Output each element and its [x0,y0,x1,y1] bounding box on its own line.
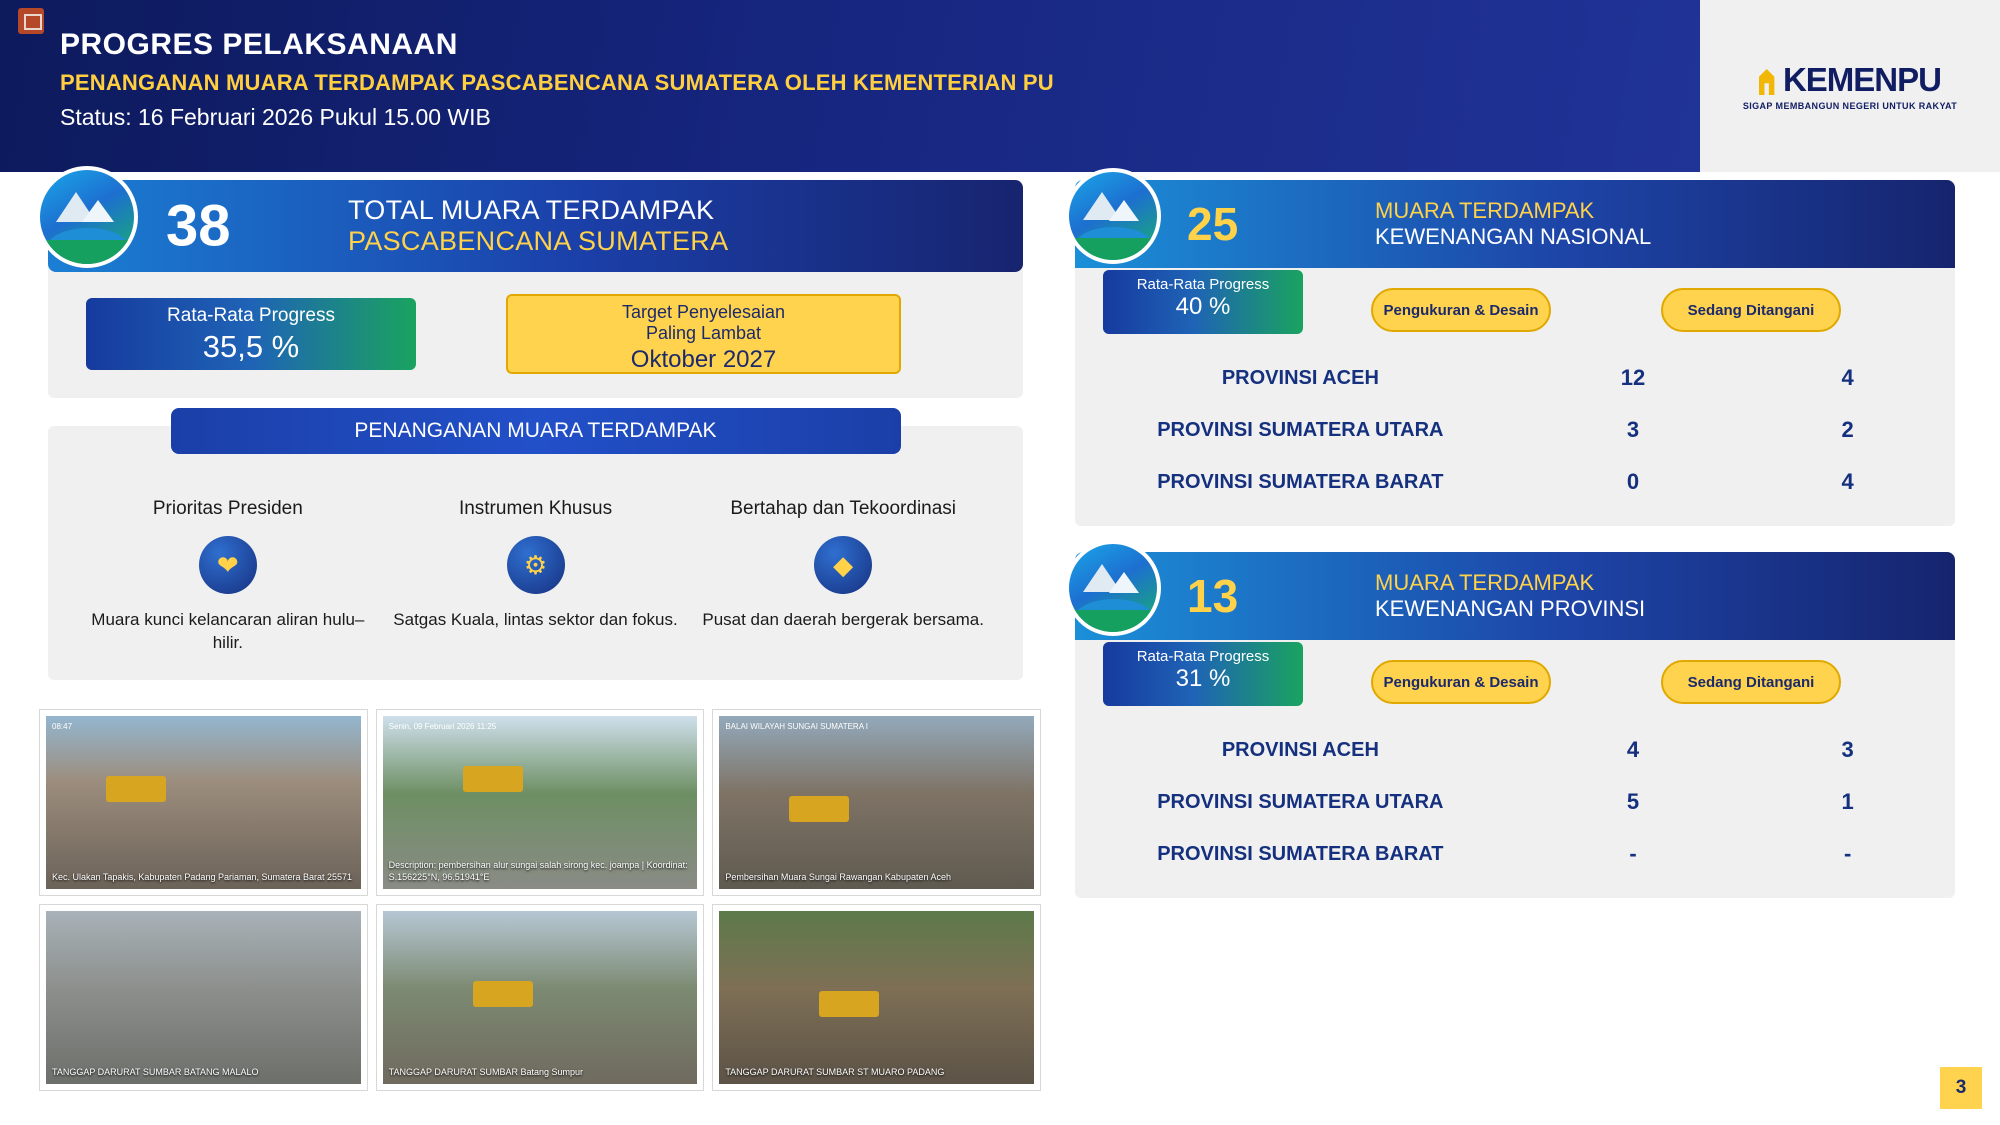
province-name: PROVINSI ACEH [1221,367,1379,389]
left-column [48,180,1023,680]
total-label-line2: PASCABENCANA SUMATERA [348,226,729,256]
pengukuran-value: 4 [1626,737,1640,762]
photo-caption: Description: pembersihan alur sungai salah sirong kec. joampa | Koordinat: S.156225°N, 96.51941°E [388,860,688,882]
penanganan-col-bertahap [689,498,997,654]
ditangani-value: - [1844,841,1852,866]
table-row [1075,724,1955,776]
nasional-label-line1: MUARA TERDAMPAK [1375,198,1595,223]
ditangani-value: 1 [1841,789,1854,814]
ditangani-value: 4 [1841,365,1854,390]
pengukuran-value: 0 [1626,469,1640,494]
photo-caption: Pembersihan Muara Sungai Rawangan Kabupaten Aceh [725,872,951,882]
photo-card[interactable] [713,710,1040,895]
target-line1: Target Penyelesaian [621,302,786,322]
muara-illustration-icon [36,166,138,268]
provinsi-label-line1: MUARA TERDAMPAK [1375,570,1595,595]
photo-card[interactable] [377,905,704,1090]
province-name: PROVINSI ACEH [1221,739,1379,761]
nasional-progress-label: Rata-Rata Progress [1136,276,1270,293]
pengukuran-value: 5 [1626,789,1640,814]
photo-timestamp: 08:47 [52,722,73,731]
photo-caption: TANGGAP DARURAT SUMBAR ST MUARO PADANG [725,1067,945,1077]
page-number: 3 [1940,1067,1982,1109]
icon-glyph: ◆ [833,549,854,580]
table-row [1075,456,1955,508]
total-progress-card [86,298,416,370]
col-head: Instrumen Khusus [458,498,613,519]
pu-mark-icon [1759,69,1781,95]
col-text: Satgas Kuala, lintas sektor dan fokus. [393,610,678,629]
ditangani-value: 2 [1841,417,1854,442]
ditangani-value: 3 [1841,737,1854,762]
table-row [1075,404,1955,456]
ditangani-value: 4 [1841,469,1854,494]
provinsi-progress-label: Rata-Rata Progress [1136,648,1270,665]
pengukuran-value: 12 [1620,365,1646,390]
right-column [1075,180,1955,898]
province-name: PROVINSI SUMATERA UTARA [1157,419,1444,441]
province-name: PROVINSI SUMATERA BARAT [1157,471,1444,493]
logo-container [1700,0,2000,172]
penanganan-panel [48,419,1023,680]
map-regions-icon [814,536,872,594]
total-target-card [506,294,901,374]
slide-header [0,0,1700,172]
photo-date: Senin, 09 Februari 2026 11:25 [388,722,497,731]
col-head: Prioritas Presiden [152,498,303,519]
table-row [1075,352,1955,404]
photo-card[interactable] [40,905,367,1090]
nasional-table [1075,352,1955,508]
total-progress-value: 35,5 % [202,329,300,364]
photo-card[interactable] [40,710,367,895]
photo-grid [40,710,1040,1090]
page-subtitle: PENANGANAN MUARA TERDAMPAK PASCABENCANA SUMATERA OLEH KEMENTERIAN PU [60,70,1054,95]
total-panel [48,180,1023,398]
photo-card[interactable] [713,905,1040,1090]
window-icon [18,8,44,34]
table-row [1075,776,1955,828]
total-count: 38 [166,193,231,259]
provinsi-table [1075,724,1955,880]
total-banner [48,180,1023,272]
logo-tagline: SIGAP MEMBANGUN NEGERI UNTUK RAKYAT [1742,101,1958,111]
nasional-col-ditangani-header: Sedang Ditangani [1661,288,1841,332]
nasional-banner [1075,180,1955,268]
photo-caption: Kec. Ulakan Tapakis, Kabupaten Padang Pariaman, Sumatera Barat 25571 [52,872,353,882]
nasional-panel [1075,180,1955,526]
page-title: PROGRES PELAKSANAAN [60,28,458,61]
table-row [1075,828,1955,880]
network-people-icon [507,536,565,594]
logo-text: KEMENPU [1782,61,1941,98]
nasional-col-pengukuran-header: Pengukuran & Desain [1371,288,1551,332]
nasional-progress-card [1103,270,1303,334]
kemenpu-logo [1743,61,1957,99]
provinsi-col-ditangani-header: Sedang Ditangani [1661,660,1841,704]
penanganan-col-instrumen [382,498,690,654]
hand-heart-icon [199,536,257,594]
pengukuran-value: 3 [1626,417,1640,442]
nasional-progress-value: 40 % [1175,293,1231,320]
provinsi-progress-card [1103,642,1303,706]
photo-caption: TANGGAP DARURAT SUMBAR BATANG MALALO [52,1067,259,1077]
province-name: PROVINSI SUMATERA UTARA [1157,791,1444,813]
penanganan-col-prioritas [74,498,382,654]
provinsi-label-line2: KEWENANGAN PROVINSI [1375,596,1646,621]
total-label-line1: TOTAL MUARA TERDAMPAK [348,195,715,225]
nasional-label-line2: KEWENANGAN NASIONAL [1375,224,1652,249]
col-text: Pusat dan daerah bergerak bersama. [702,610,984,629]
icon-glyph: ⚙ [523,549,548,580]
nasional-count: 25 [1187,198,1239,250]
col-head: Bertahap dan Tekoordinasi [730,498,957,519]
provinsi-panel [1075,552,1955,898]
photo-caption: TANGGAP DARURAT SUMBAR Batang Sumpur [388,1067,584,1077]
muara-illustration-icon [1065,168,1161,264]
total-progress-label: Rata-Rata Progress [167,305,335,326]
muara-illustration-icon [1065,540,1161,636]
provinsi-count: 13 [1187,570,1239,622]
provinsi-progress-value: 31 % [1175,665,1231,692]
target-value: Oktober 2027 [630,346,777,373]
province-name: PROVINSI SUMATERA BARAT [1157,843,1444,865]
photo-card[interactable] [377,710,704,895]
target-line2: Paling Lambat [645,323,762,343]
photo-timestamp: BALAI WILAYAH SUNGAI SUMATERA I [725,722,869,731]
provinsi-banner [1075,552,1955,640]
icon-glyph: ❤ [216,549,239,580]
pengukuran-value: - [1629,841,1637,866]
penanganan-title: PENANGANAN MUARA TERDAMPAK [171,408,901,454]
provinsi-col-pengukuran-header: Pengukuran & Desain [1371,660,1551,704]
status-text: Status: 16 Februari 2026 Pukul 15.00 WIB [60,104,491,130]
col-text: Muara kunci kelancaran aliran hulu–hilir. [91,610,365,652]
